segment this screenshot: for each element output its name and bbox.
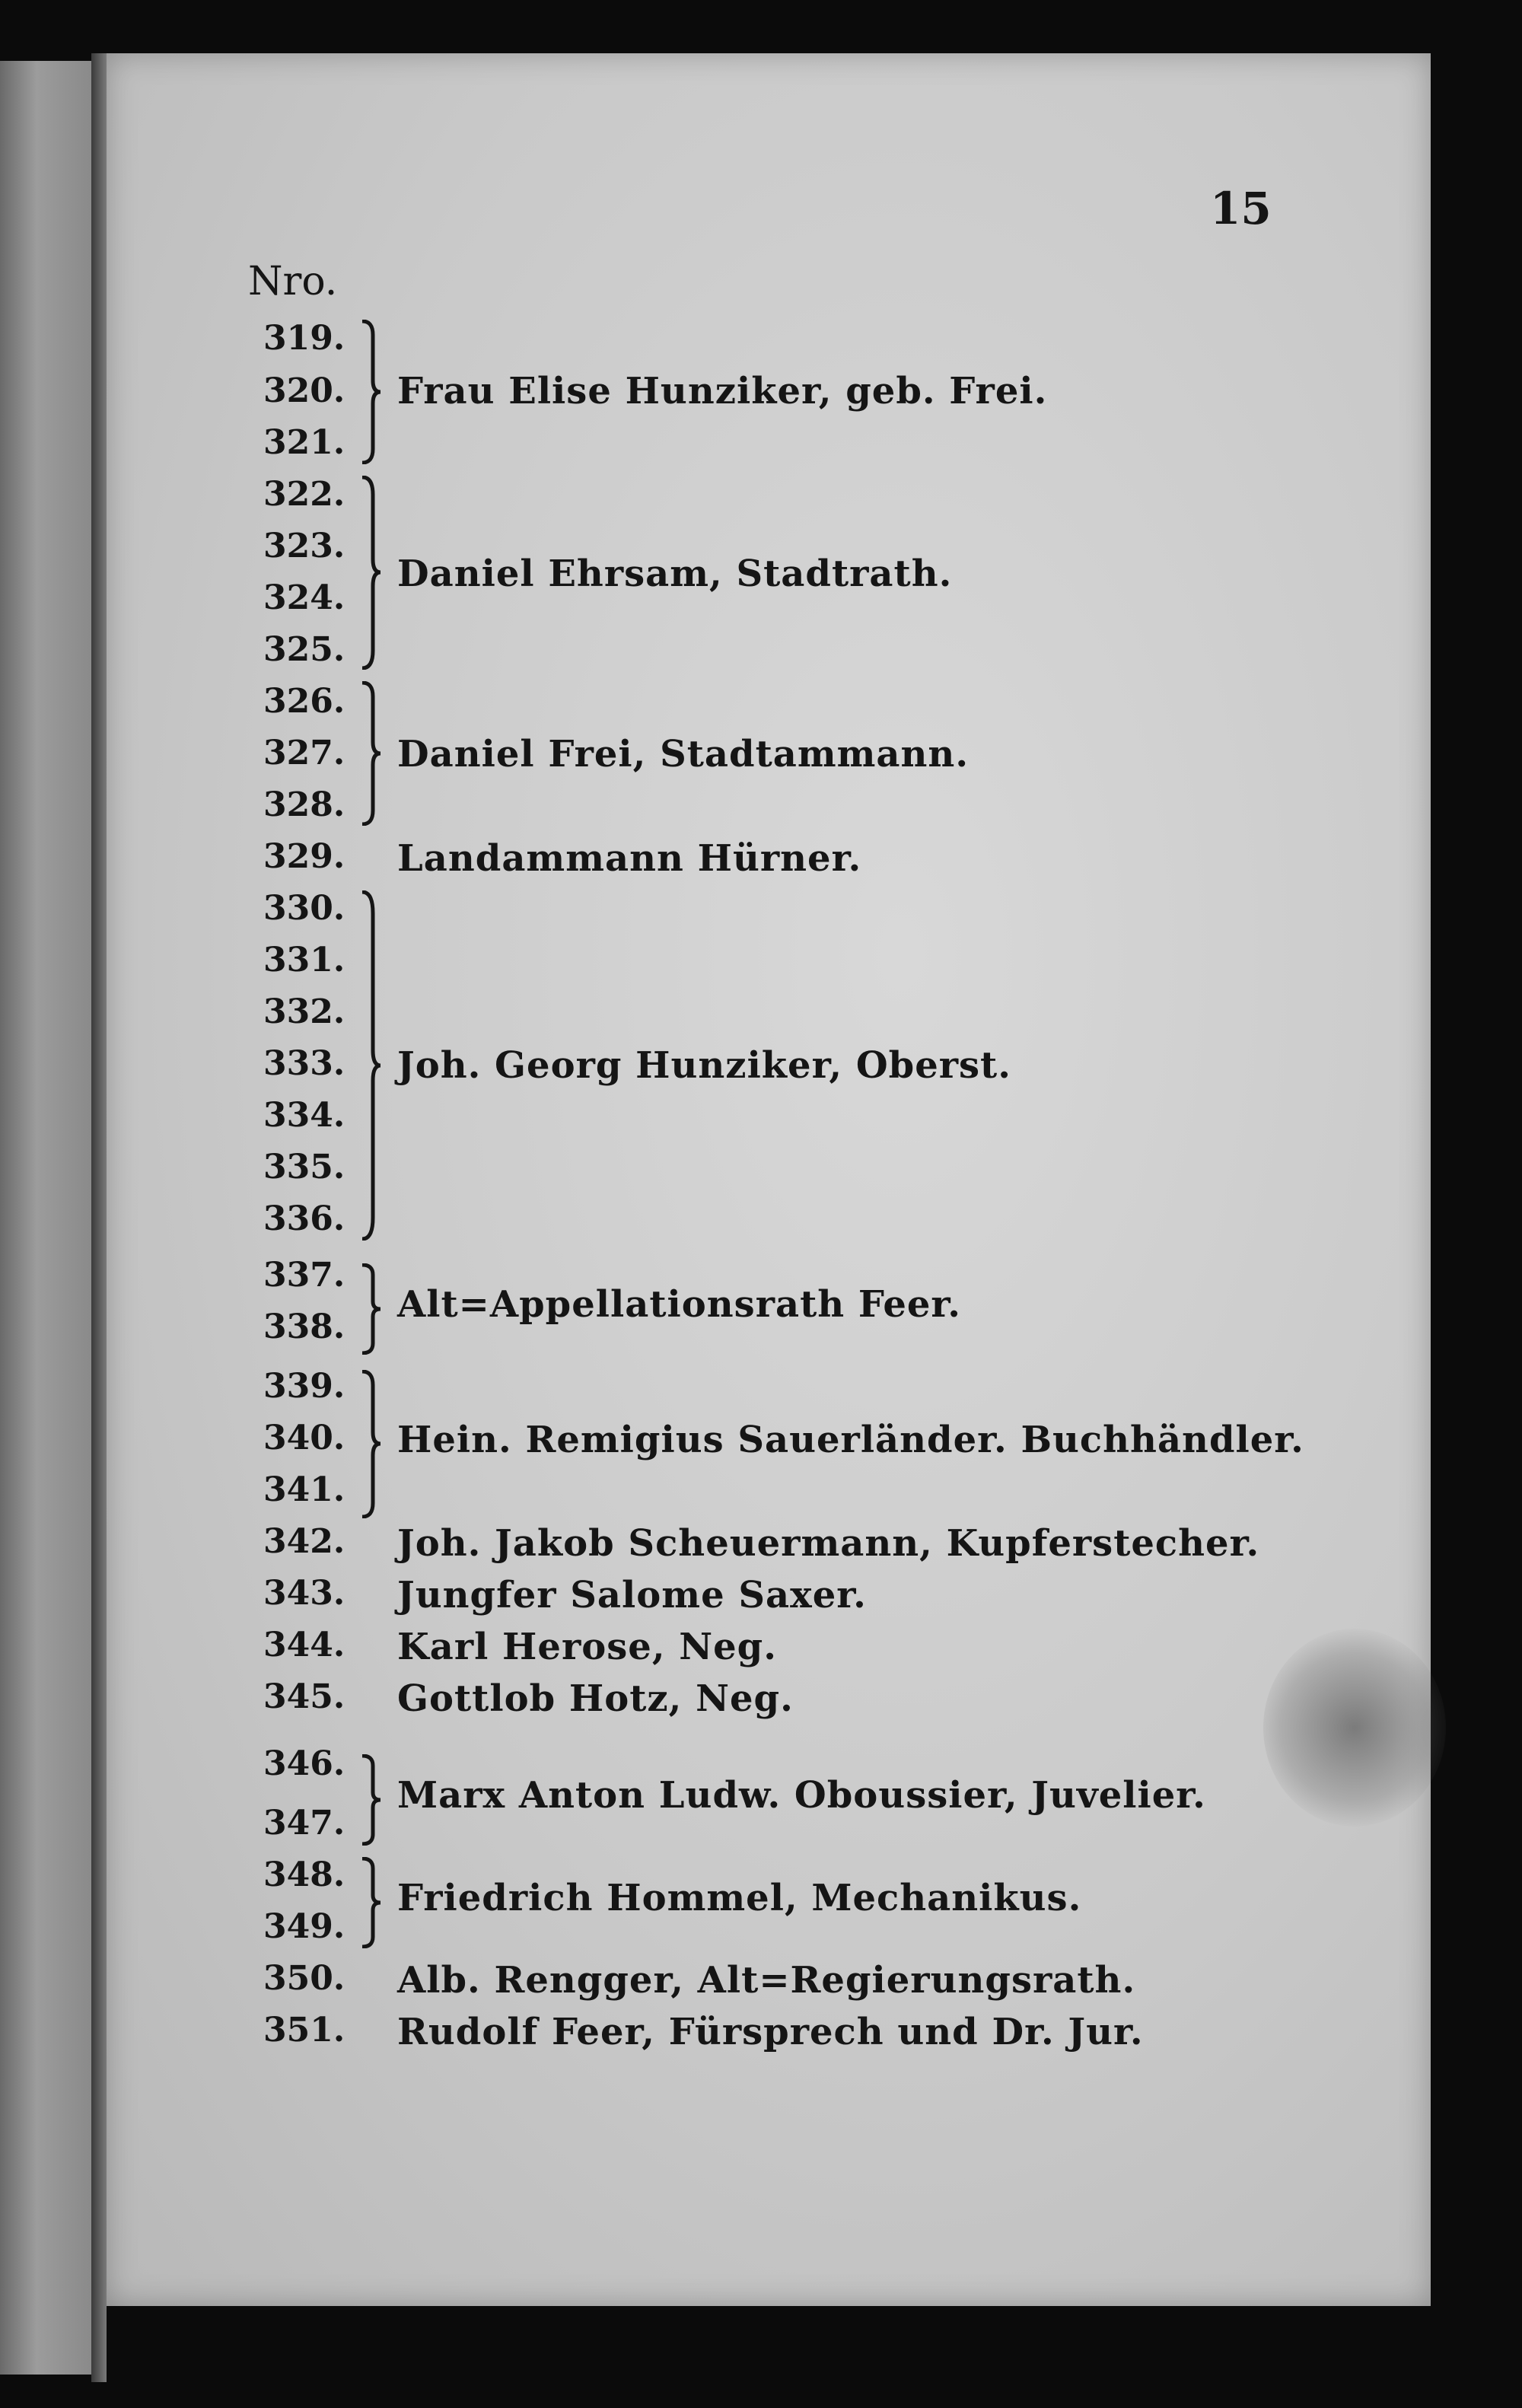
entry-name: Gottlob Hotz, Neg. [397,1677,794,1720]
brace [359,476,382,670]
brace [359,1370,382,1518]
entry-number: 351. [263,2011,345,2050]
entry-number: 343. [263,1574,345,1613]
entry-name: Jungfer Salome Saxer. [397,1574,867,1616]
entry-name: Marx Anton Ludw. Oboussier, Juvelier. [397,1774,1206,1817]
entry-number: 330. [263,889,345,928]
entry-number: 332. [263,992,345,1031]
entry-number: 333. [263,1044,345,1083]
entry-number: 341. [263,1470,345,1509]
entry-number: 328. [263,785,345,824]
entry-number: 347. [263,1804,345,1843]
entry-number: 338. [263,1308,345,1346]
entry-number: 323. [263,527,345,565]
entry-number: 335. [263,1148,345,1186]
entry-name: Joh. Jakob Scheuermann, Kupferstecher. [397,1522,1260,1565]
entry-number: 325. [263,630,345,669]
brace [359,1857,382,1948]
entry-number: 349. [263,1907,345,1946]
entry-number: 324. [263,578,345,617]
entry-number: 337. [263,1256,345,1295]
entry-number: 319. [263,319,345,358]
entry-name: Joh. Georg Hunziker, Oberst. [397,1044,1011,1087]
entry-name: Rudolf Feer, Fürsprech und Dr. Jur. [397,2011,1144,2053]
entry-number: 336. [263,1199,345,1238]
entry-name: Friedrich Hommel, Mechanikus. [397,1877,1082,1919]
entry-number: 320. [263,371,345,410]
column-header: Nro. [248,259,338,304]
entry-number: 334. [263,1096,345,1135]
entry-number: 327. [263,734,345,772]
entry-name: Alb. Rengger, Alt=Regierungsrath. [397,1959,1136,2002]
entry-name: Hein. Remigius Sauerländer. Buchhändler. [397,1419,1304,1461]
entry-number: 345. [263,1677,345,1716]
entry-name: Frau Elise Hunziker, geb. Frei. [397,370,1048,412]
entry-number: 340. [263,1419,345,1457]
brace [359,320,382,464]
book-gutter [91,53,107,2382]
entry-number: 331. [263,941,345,979]
entry-name: Alt=Appellationsrath Feer. [397,1283,961,1326]
left-page-edge [0,61,91,2375]
entry-name: Landammann Hürner. [397,837,862,880]
entry-number: 346. [263,1744,345,1783]
entry-name: Daniel Frei, Stadtammann. [397,733,970,776]
entry-number: 348. [263,1855,345,1894]
entry-name: Daniel Ehrsam, Stadtrath. [397,553,953,595]
entry-number: 326. [263,682,345,721]
page-number: 15 [1210,183,1272,234]
entry-number: 321. [263,423,345,462]
brace [359,1263,382,1355]
entry-number: 329. [263,837,345,876]
brace [359,1754,382,1846]
entry-number: 344. [263,1626,345,1664]
entry-name: Karl Herose, Neg. [397,1626,777,1668]
page-stain [1263,1629,1446,1827]
entry-number: 350. [263,1959,345,1998]
entry-number: 342. [263,1522,345,1561]
brace [359,681,382,826]
entry-number: 339. [263,1367,345,1406]
entry-number: 322. [263,475,345,514]
brace [359,890,382,1241]
